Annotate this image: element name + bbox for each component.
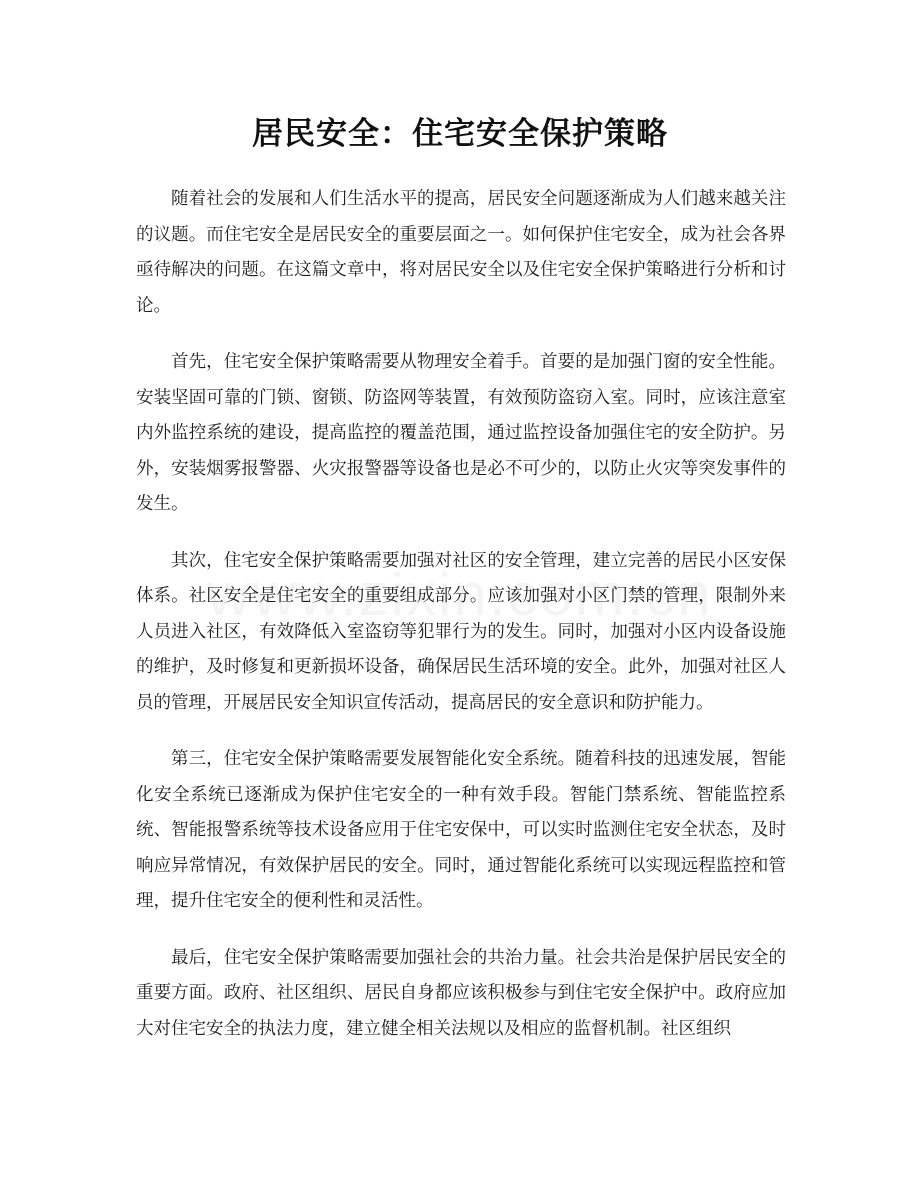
paragraph-intro: 随着社会的发展和人们生活水平的提高，居民安全问题逐渐成为人们越来越关注的议题。而住宅安全是居民安全的重要层面之一。如何保护住宅安全，成为社会各界亟待解决的问题。在这篇文章中，将对居民安全以及住宅安全保护策略进行分析和讨论。 (136, 189, 786, 316)
document-title: 居民安全：住宅安全保护策略 (252, 116, 668, 152)
document-body (136, 182, 786, 1068)
paragraph-community-management: 其次，住宅安全保护策略需要加强对社区的安全管理，建立完善的居民小区安保体系。社区安全是住宅安全的重要组成部分。应该加强对小区门禁的管理，限制外来人员进入社区，有效降低入室盗窃等犯罪行为的发生。同时，加强对小区内设备设施的维护，及时修复和更新损坏设备，确保居民生活环境的安全。此外，加强对社区人员的管理，开展居民安全知识宣传活动，提高居民的安全意识和防护能力。 (136, 550, 786, 713)
paragraph-physical-security: 首先，住宅安全保护策略需要从物理安全着手。首要的是加强门窗的安全性能。安装坚固可靠的门锁、窗锁、防盗网等装置，有效预防盗窃入室。同时，应该注意室内外监控系统的建设，提高监控的覆盖范围，通过监控设备加强住宅的安全防护。另外，安装烟雾报警器、火灾报警器等设备也是必不可少的，以防止火灾等突发事件的发生。 (136, 352, 786, 514)
paragraph-social-governance: 最后，住宅安全保护策略需要加强社会的共治力量。社会共治是保护居民安全的重要方面。政府、社区组织、居民自身都应该积极参与到住宅安全保护中。政府应加大对住宅安全的执法力度，建立健全相关法规以及相应的监督机制。社区组织 (136, 947, 786, 1039)
paragraph-smart-systems: 第三，住宅安全保护策略需要发展智能化安全系统。随着科技的迅速发展，智能化安全系统已逐渐成为保护住宅安全的一种有效手段。智能门禁系统、智能监控系统、智能报警系统等技术设备应用于住宅安保中，可以实时监测住宅安全状态，及时响应异常情况，有效保护居民的安全。同时，通过智能化系统可以实现远程监控和管理，提升住宅安全的便利性和灵活性。 (136, 749, 786, 911)
